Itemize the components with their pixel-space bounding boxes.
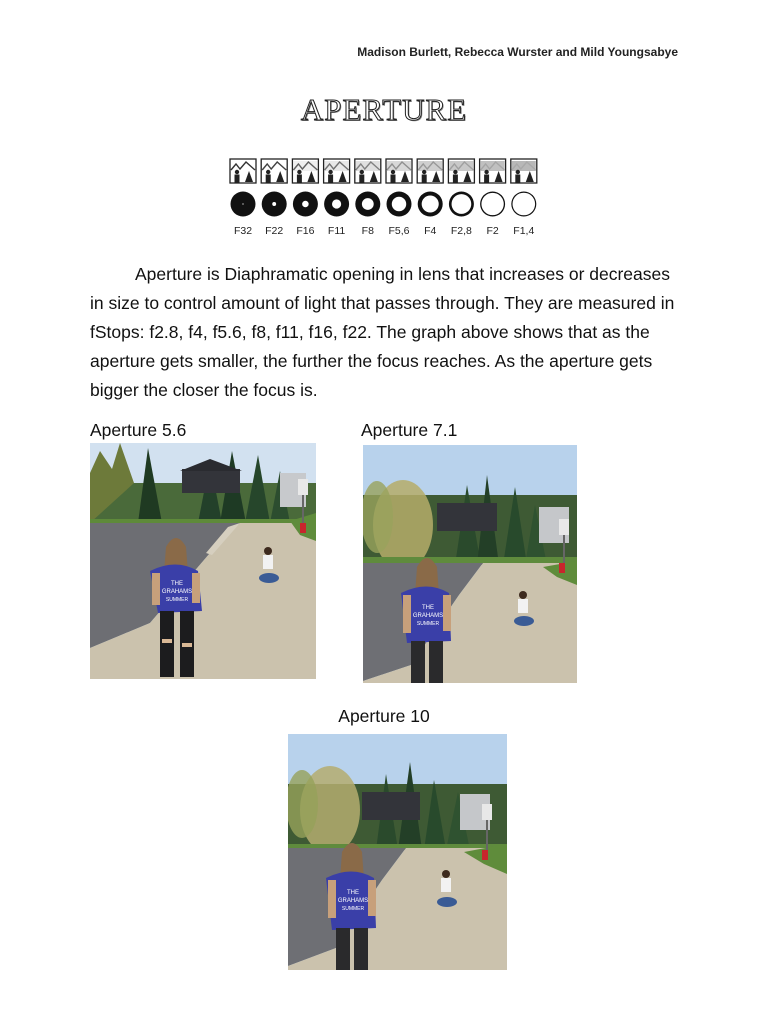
page-title: APERTURE xyxy=(300,92,468,127)
body-paragraph-text: Aperture is Diaphramatic opening in lens that increases or decreases in size to control amount of light that passes through. They are measured in fStops: f2.8, f4, f5.6, f8, f11, f16, f22. The graph above shows that as the aperture gets smaller, the further the focus reaches. As the aperture gets bigger the closer the focus is. xyxy=(90,264,675,400)
tshirt-text-line-3: SUMMER xyxy=(341,906,365,912)
depth-of-field-landscape-icon xyxy=(386,159,412,183)
aperture-circle-icon xyxy=(324,192,349,217)
fstop-label: F8 xyxy=(361,225,374,237)
tshirt-text-line-1: THE xyxy=(422,605,434,611)
photo-aperture-10 xyxy=(288,734,507,970)
tshirt-text-line-2: GRAHAMS xyxy=(412,613,444,619)
aperture-circle-icon xyxy=(449,192,474,217)
depth-of-field-landscape-icon xyxy=(511,159,537,183)
depth-of-field-landscape-icon xyxy=(292,159,318,183)
fstop-label: F22 xyxy=(265,225,284,237)
aperture-circle-icon xyxy=(418,192,443,217)
aperture-circle-icon xyxy=(480,192,505,217)
depth-of-field-landscape-icon xyxy=(324,159,350,183)
photo-caption-3: Aperture 10 xyxy=(338,706,430,726)
tshirt-text-line-3: SUMMER xyxy=(165,597,189,603)
street-photo-2 xyxy=(363,445,577,683)
tshirt-text-line-2: GRAHAMS xyxy=(161,589,193,595)
tshirt-text-line-1: THE xyxy=(171,581,183,587)
body-paragraph xyxy=(90,260,680,405)
fstop-scale-svg xyxy=(228,158,540,238)
photo-caption-2: Aperture 7.1 xyxy=(361,420,458,440)
street-photo-1 xyxy=(90,443,316,679)
fstop-label: F11 xyxy=(327,225,346,237)
photo-aperture-7-1 xyxy=(363,445,577,683)
fstop-label: F16 xyxy=(296,225,315,237)
fstop-label: F2 xyxy=(486,225,499,237)
fstop-label: F5,6 xyxy=(388,225,410,237)
fstop-label: F2,8 xyxy=(450,225,472,237)
tshirt-text-line-2: GRAHAMS xyxy=(337,898,369,904)
depth-of-field-landscape-icon xyxy=(261,159,287,183)
aperture-circle-icon xyxy=(511,192,536,217)
photo-caption-1: Aperture 5.6 xyxy=(90,420,187,440)
fstop-label: F32 xyxy=(233,225,253,237)
depth-of-field-landscape-icon xyxy=(417,159,443,183)
aperture-circle-icon xyxy=(231,192,256,217)
fstop-scale-graphic xyxy=(228,158,540,238)
tshirt-text-line-1: THE xyxy=(347,890,359,896)
aperture-circle-icon xyxy=(262,192,287,217)
aperture-circle-icon xyxy=(355,192,380,217)
fstop-label: F1,4 xyxy=(513,225,535,237)
tshirt-text-line-3: SUMMER xyxy=(416,621,440,627)
depth-of-field-landscape-icon xyxy=(448,159,474,183)
aperture-circle-icon xyxy=(293,192,318,217)
depth-of-field-landscape-icon xyxy=(230,159,256,183)
author-line: Madison Burlett, Rebecca Wurster and Mild Youngsabye xyxy=(357,45,678,59)
fstop-label: F4 xyxy=(424,225,437,237)
street-photo-3 xyxy=(288,734,507,970)
aperture-circle-icon xyxy=(387,192,412,217)
depth-of-field-landscape-icon xyxy=(480,159,506,183)
depth-of-field-landscape-icon xyxy=(355,159,381,183)
photo-aperture-5-6 xyxy=(90,443,316,679)
